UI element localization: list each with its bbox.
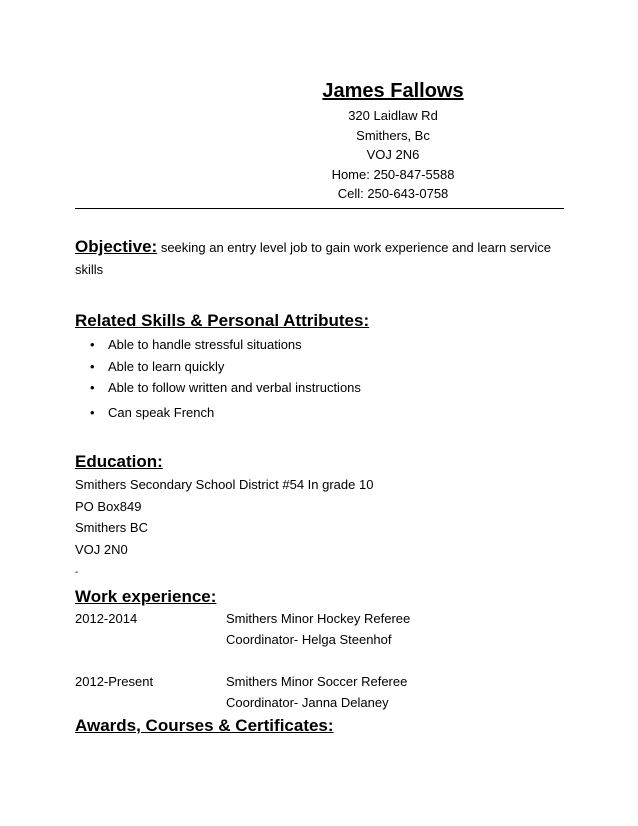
education-heading: Education: [75,452,163,471]
cell-phone: Cell: 250-643-0758 [337,186,449,201]
address-city: Smithers, Bc [356,127,430,143]
work-title: Smithers Minor Soccer Referee [226,674,408,689]
education-details [75,474,564,560]
list-item [75,356,564,378]
skill-text: Able to learn quickly [108,358,225,374]
objective-section [75,236,564,281]
skills-list [75,334,564,423]
section-separator: - [75,567,79,578]
bullet-icon: • [90,404,95,420]
school-po-box: PO Box849 [75,498,142,514]
address-postal-code: VOJ 2N6 [366,147,420,162]
bullet-icon: • [90,358,95,374]
work-period: 2012-2014 [75,611,138,626]
school-city: Smithers BC [75,520,148,535]
work-coordinator: Coordinator- Janna Delaney [226,695,389,710]
skill-text: Able to follow written and verbal instructions [108,380,361,395]
home-phone: Home: 250-847-5588 [331,166,455,182]
skills-heading: Related Skills & Personal Attributes: [75,311,370,330]
work-heading: Work experience: [75,587,217,606]
address-street: 320 Laidlaw Rd [348,108,438,123]
resume-header [75,76,564,204]
work-coordinator: Coordinator- Helga Steenhof [226,632,392,647]
school-line: Smithers Secondary School District #54 In grade 10 [75,477,374,492]
skill-text: Able to handle stressful situations [108,337,302,352]
bullet-icon: • [90,380,95,395]
awards-heading: Awards, Courses & Certificates: [75,716,334,735]
bullet-icon: • [90,337,95,352]
objective-text: seeking an entry level job to gain work experience and learn service skills [75,240,552,277]
work-period: 2012-Present [75,674,154,689]
objective-heading: Objective: [75,237,158,256]
list-item [75,402,564,424]
skill-text: Can speak French [108,404,215,420]
school-postal-code: VOJ 2N0 [75,541,128,557]
applicant-name: James Fallows [322,80,464,102]
header-divider [75,208,564,209]
work-title: Smithers Minor Hockey Referee [226,611,411,626]
list-item [75,377,564,399]
list-item [75,334,564,356]
